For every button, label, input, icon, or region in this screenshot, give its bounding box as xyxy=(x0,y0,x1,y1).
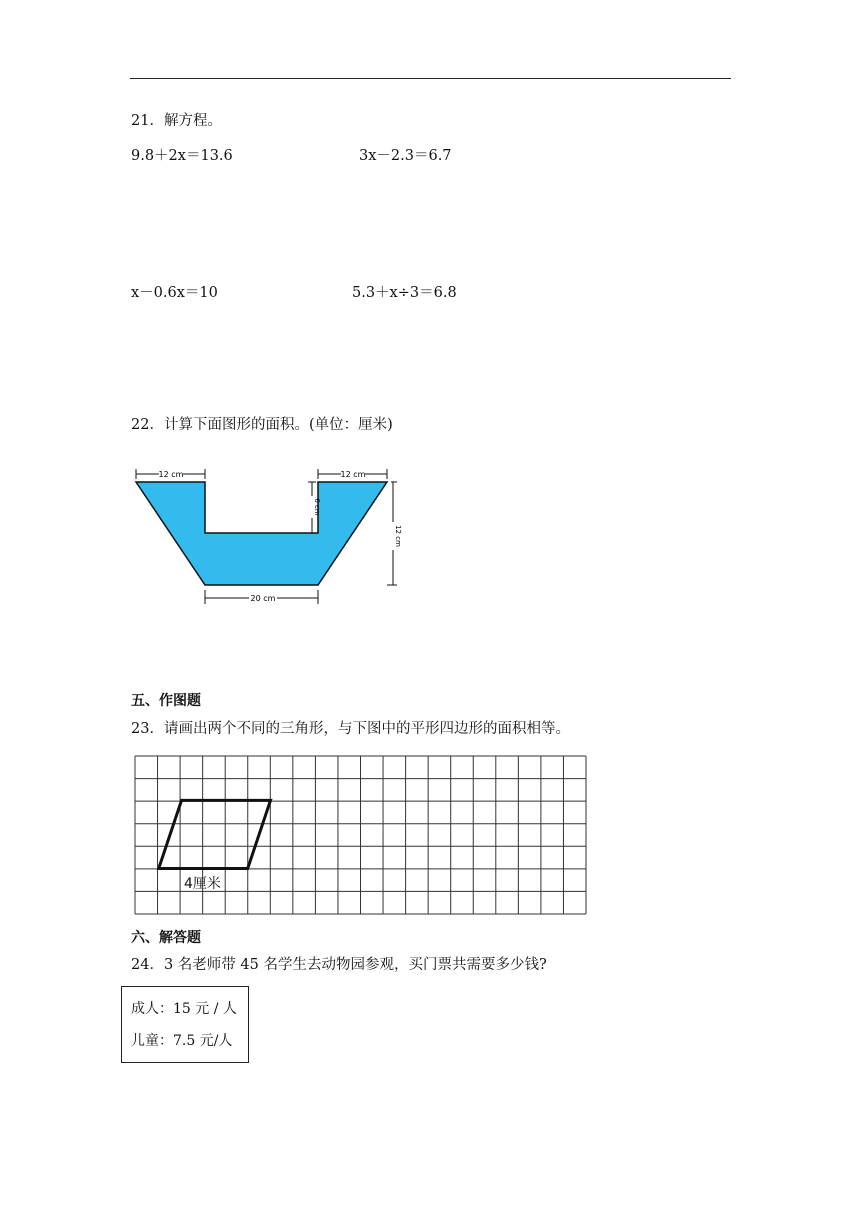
u-shape xyxy=(136,482,387,585)
dim-inner-height-label: 6 cm xyxy=(313,498,321,516)
dim-height-label: 12 cm xyxy=(394,525,402,547)
q21-equation-4: 5.3＋x÷3＝6.8 xyxy=(352,285,457,301)
price-adult: 成人：15 元 / 人 xyxy=(131,1001,237,1017)
q21-equation-3: x－0.6x＝10 xyxy=(131,285,218,301)
q24-title: 24．3 名老师带 45 名学生去动物园参观，买门票共需要多少钱? xyxy=(131,957,547,973)
dim-top-left-label: 12 cm xyxy=(158,470,184,479)
price-child: 儿童：7.5 元/人 xyxy=(131,1033,233,1049)
q21-equation-2: 3x－2.3＝6.7 xyxy=(359,148,452,164)
q22-title: 22．计算下面图形的面积。(单位：厘米) xyxy=(131,417,393,433)
dim-bottom-label: 20 cm xyxy=(250,594,276,603)
section6-heading: 六、解答题 xyxy=(131,930,201,946)
dim-top-right-label: 12 cm xyxy=(340,470,366,479)
header-rule xyxy=(130,78,731,79)
q21-title: 21．解方程。 xyxy=(131,113,222,129)
parallelogram-base-label: 4厘米 xyxy=(184,876,221,892)
q23-title: 23．请画出两个不同的三角形，与下图中的平形四边形的面积相等。 xyxy=(131,721,570,737)
q21-equation-1: 9.8＋2x＝13.6 xyxy=(131,148,233,164)
q22-figure xyxy=(125,458,415,608)
section5-heading: 五、作图题 xyxy=(131,693,201,709)
parallelogram xyxy=(159,800,271,868)
price-box xyxy=(121,986,249,1063)
